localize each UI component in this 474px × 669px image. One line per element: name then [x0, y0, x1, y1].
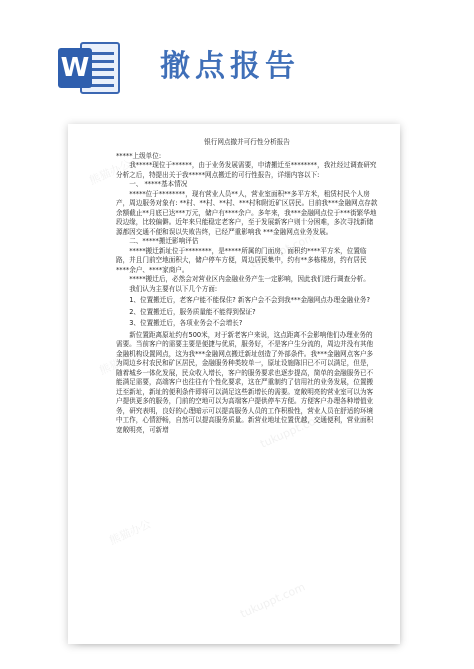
question-item: 1、位置搬迁后，老客户能不能保住? 新客户会不会到我***金融网点办理金融业务? [129, 296, 370, 304]
paragraph: 我*****现位于******，由于业务发展需要，申请搬迁至********，我社经过调查研究分析之后，特提出关于我*****网点搬迁的可行性报告，详细内容以下: [116, 161, 377, 179]
question-item: 2、位置搬迁后，服务质量能不能得到保证? [129, 307, 256, 316]
watermark: tukuppt.com [238, 580, 308, 621]
paragraph: 新位置距离原址约有500米，对于新老客户来说，这点距离不会影响他们办理业务的需要。当前客户的需要主要是便捷与优质，服务好，不是客户生分流的，周边并没有其他金融机构设置网点，这为我***金融网点搬迁新址创造了外部条件。我***金融网点客户多为周边乡村农民和矿区居民，金融服务种类较单一，原址设施陈旧已不可以满足，但是，随着城乡一体化发展，民众收入增长，客户的服务要求也逐步提高，简单的金融服务已不能满足需要，高端客户也往往有个性化要求，这在严重制约了信用社的业务发展，位置搬迁至新址，新址的便利条件即将可以满足这些新增长的需要。宽敞明亮的营业室可以为客户提供更多的服务，门前的空地可以为高端客户提供停车方便。方便客户办理各种增值业务，研究表明，良好的心理暗示可以提高服务人员的工作积极性，营业人员在舒适的环境中工作，心情舒畅，自然可以提高服务质量。新营业地址位置优越，交通便利，营业面积宽敞明亮，可新增 [116, 330, 374, 434]
paragraph: *****上级单位: [116, 151, 162, 160]
document-title: 银行网点撤并可行性分析报告 [204, 138, 290, 146]
section-heading: 一、 *****基本情况 [129, 180, 188, 188]
paragraph: *****搬迁新址位于********，是*****所属的门面房，面积约****平方米，位置临路，并且门前空地面积大，储户停车方便，周边居民集中，约有**多栋楼房，约有居民****余户、****家商户。 [116, 246, 367, 274]
section-heading: 二、*****搬迁影响评估 [129, 237, 199, 245]
document-body [116, 138, 378, 435]
paragraph: *****搬迁后，必然会对营业区内金融业务产生一定影响，因此我们进行调查分析。 [129, 275, 370, 283]
word-document-icon [58, 38, 124, 98]
watermark: tukuppt.com [258, 410, 328, 451]
watermark: 熊猫办公 [97, 347, 143, 378]
header-banner [0, 0, 474, 118]
watermark: 熊猫办公 [107, 517, 153, 548]
question-item: 3、位置搬迁后，各项业务会不会增长? [129, 319, 243, 327]
watermark: tukuppt.com [248, 230, 318, 271]
paragraph: *****位于********，现有营业人员**人，营业室面积**多平方米，租赁村民个人房产，周边服务对象有: **村、**村、**村、***村和附近矿区居民。目前我***金融网点存款余额截止**月底已达***万元，储户有****余户。多年来，我***金融网点位于***街繁华地段边缘，比较偏僻。近年来只能稳定老客户，至于发展新客户则十分困难，多次寻找新储源都因交通不便和误以失败告终，已经严重影响我 ***金融网点业务发展。 [116, 189, 378, 236]
document-page [68, 124, 400, 644]
paragraph: 我们认为主要有以下几个方面: [129, 284, 218, 293]
page-title: 撤点报告 [160, 49, 300, 84]
icon-badge-letter: W [58, 48, 92, 88]
watermark: 熊猫办公 [87, 157, 133, 188]
